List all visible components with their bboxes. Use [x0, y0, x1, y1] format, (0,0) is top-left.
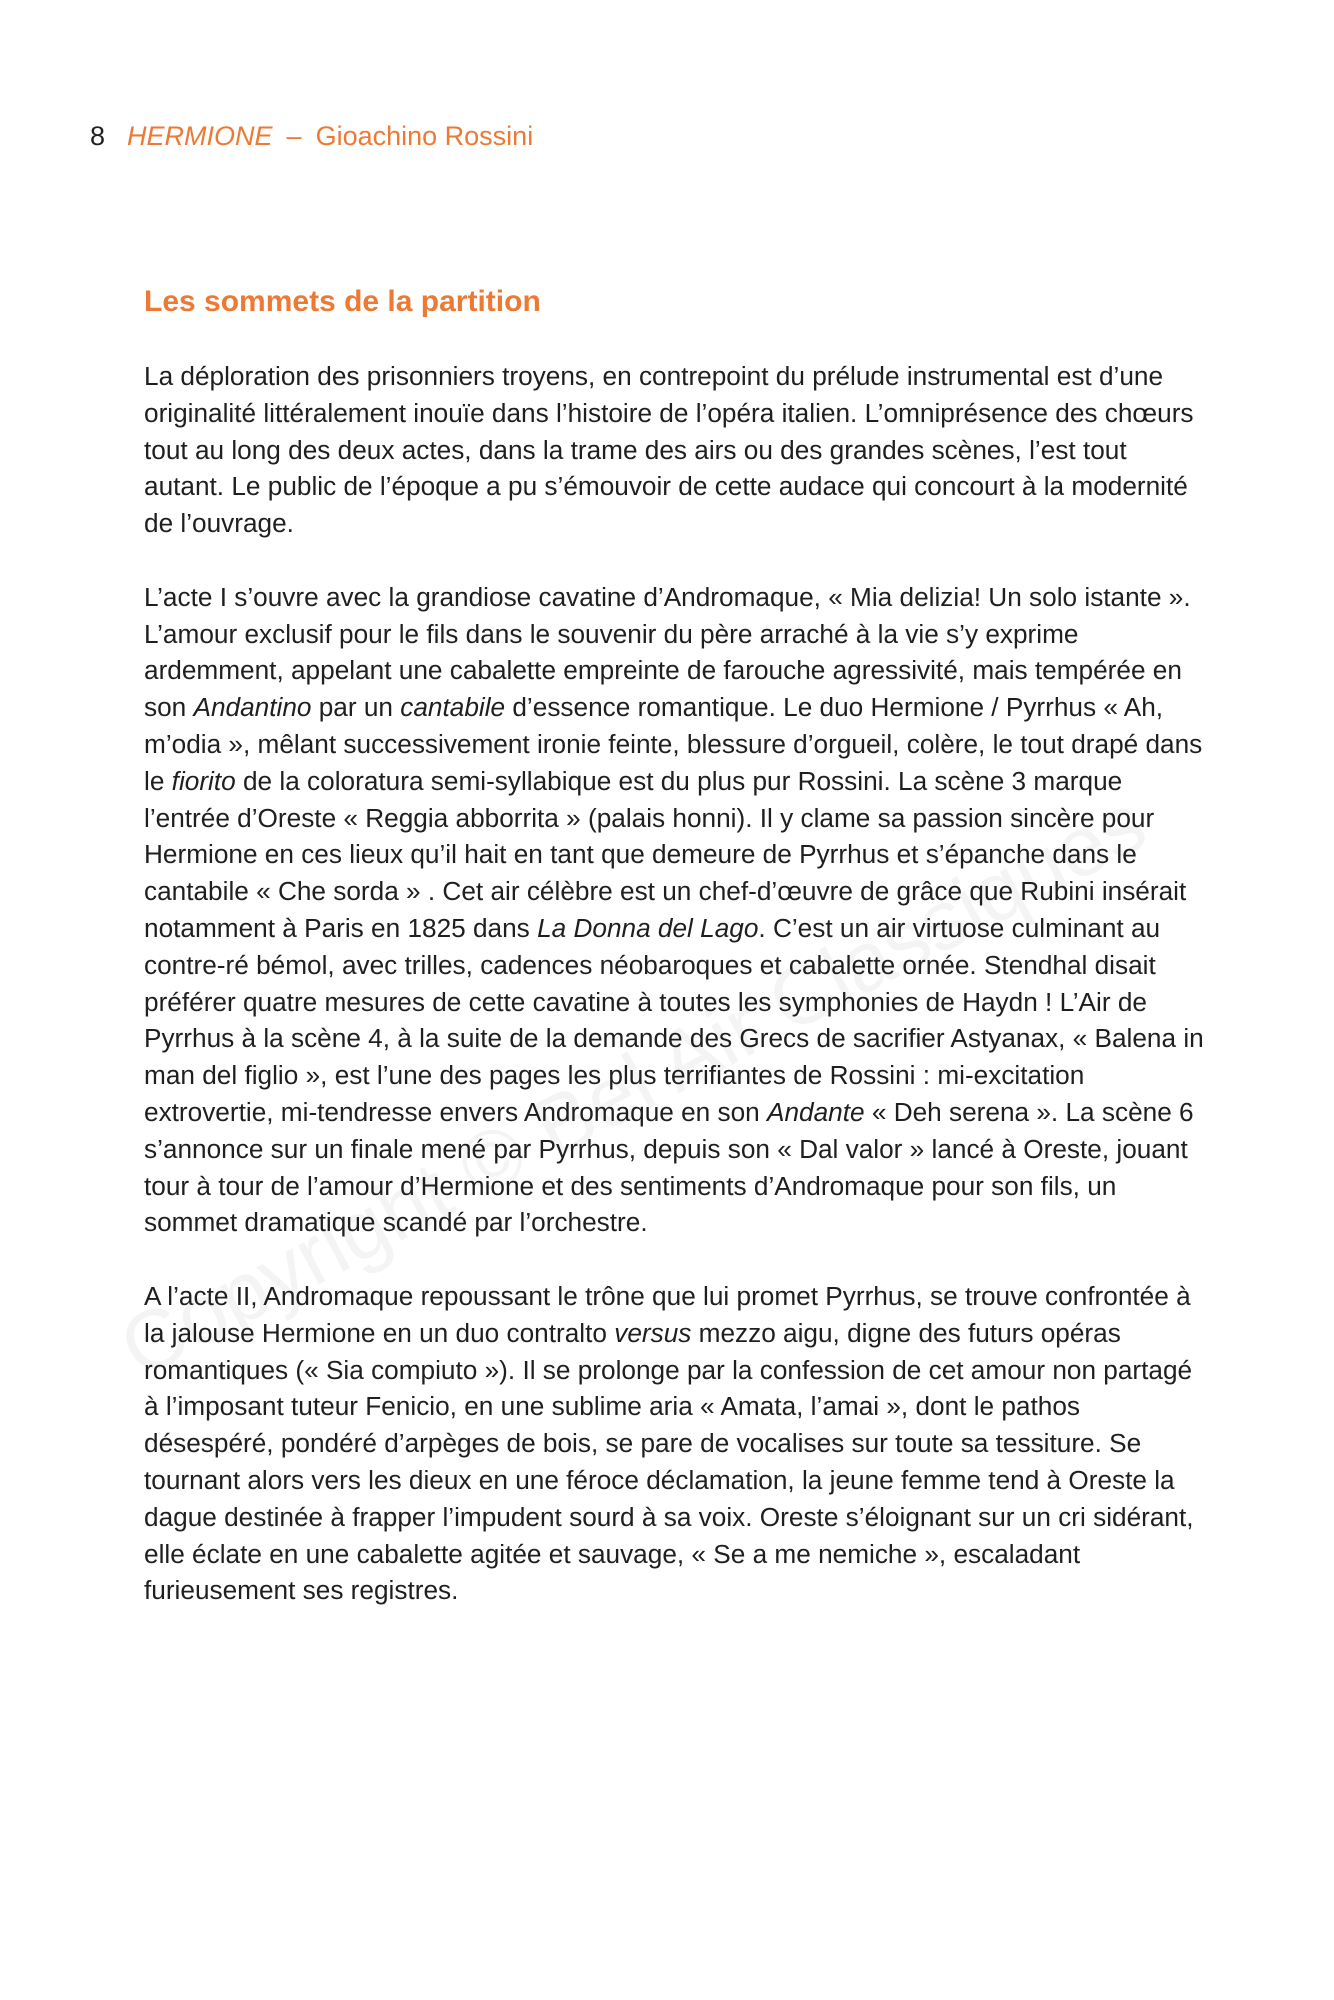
text-run: mezzo aigu, digne des futurs opéras romantiques (« Sia compiuto »). Il se prolonge par la confession de cet amour non partagé à l’imposant tuteur Fenicio, en une sublime aria « Amata, l’amai », dont le pathos désespéré, pondéré d’arpèges de bois, se pare de vocalises sur toute sa tessiture. Se tournant alors vers les dieux en une féroce déclamation, la jeune femme tend à Oreste la dague destinée à frapper l’impudent sourd à sa voix. Oreste s’éloignant sur un cri sidérant, elle éclate en une cabalette agitée et sauvage, « Se a me nemiche », escaladant furieusement ses registres.	[144, 1317, 1194, 1606]
page-number: 8	[90, 121, 106, 151]
header-separator: –	[286, 121, 302, 151]
italic-term: versus	[614, 1317, 692, 1348]
text-run: A l’acte II, Andromaque repoussant le trône que lui promet Pyrrhus, se trouve confrontée à la jalouse Hermione en un duo contralto	[144, 1280, 1191, 1348]
italic-term: fiorito	[171, 765, 236, 796]
text-run: La déploration des prisonniers troyens, en contrepoint du prélude instrumental est d’une originalité littéralement inouïe dans l’histoire de l’opéra italien. L’omniprésence des chœurs tout au long des deux actes, dans la trame des airs ou des grandes scènes, l’est tout autant. Le public de l’époque a pu s’émouvoir de cette audace qui concourt à la modernité de l’ouvrage.	[144, 361, 1194, 539]
section-title: Les sommets de la partition	[144, 285, 541, 318]
composer-name: Gioachino Rossini	[315, 121, 534, 151]
text-run: par un	[311, 692, 401, 723]
article-body	[144, 358, 1204, 1646]
italic-term: Andante	[767, 1096, 865, 1127]
text-run: . C’est un air virtuose culminant au contre-ré bémol, avec trilles, cadences néobaroques et cabalette ornée. Stendhal disait préférer quatre mesures de cette cavatine à toutes les symphonies de Haydn ! L’Air de Pyrrhus à la scène 4, à la suite de la demande des Grecs de sacrifier Astyanax, « Balena in man del figlio », est l’une des pages les plus terrifiantes de Rossini : mi-excitation extrovertie, mi-tendresse envers Andromaque en son	[144, 912, 1204, 1127]
italic-term: La Donna del Lago	[537, 912, 759, 943]
paragraph-act-two	[144, 1278, 1204, 1609]
text-run: « Deh serena ». La scène 6 s’annonce sur un finale mené par Pyrrhus, depuis son « Dal valor » lancé à Oreste, jouant tour à tour de l’amour d’Hermione et des sentiments d’Andromaque pour son fils, un sommet dramatique scandé par l’orchestre.	[144, 1096, 1194, 1238]
italic-term: cantabile	[400, 692, 506, 723]
work-title: HERMIONE	[127, 121, 273, 151]
text-run: L’acte I s’ouvre avec la grandiose cavatine d’Andromaque, « Mia delizia! Un solo istante ». L’amour exclusif pour le fils dans le souvenir du père arraché à la vie s’y exprime ardemment, appelant une cabalette empreinte de farouche agressivité, mais tempérée en son	[144, 581, 1191, 723]
running-header	[90, 118, 533, 154]
paragraph-act-one	[144, 579, 1204, 1241]
text-run: d’essence romantique. Le duo Hermione / Pyrrhus « Ah, m’odia », mêlant successivement ironie feinte, blessure d’orgueil, colère, le tout drapé dans le	[144, 692, 1203, 796]
italic-term: Andantino	[193, 692, 312, 723]
text-run: de la coloratura semi-syllabique est du plus pur Rossini. La scène 3 marque l’entrée d’Oreste « Reggia abborrita » (palais honni). Il y clame sa passion sincère pour Hermione en ces lieux qu’il hait en tant que demeure de Pyrrhus et s’épanche dans le cantabile « Che sorda » . Cet air célèbre est un chef-d’œuvre de grâce que Rubini insérait notamment à Paris en 1825 dans	[144, 765, 1187, 943]
paragraph-prisoners-lament	[144, 358, 1204, 542]
